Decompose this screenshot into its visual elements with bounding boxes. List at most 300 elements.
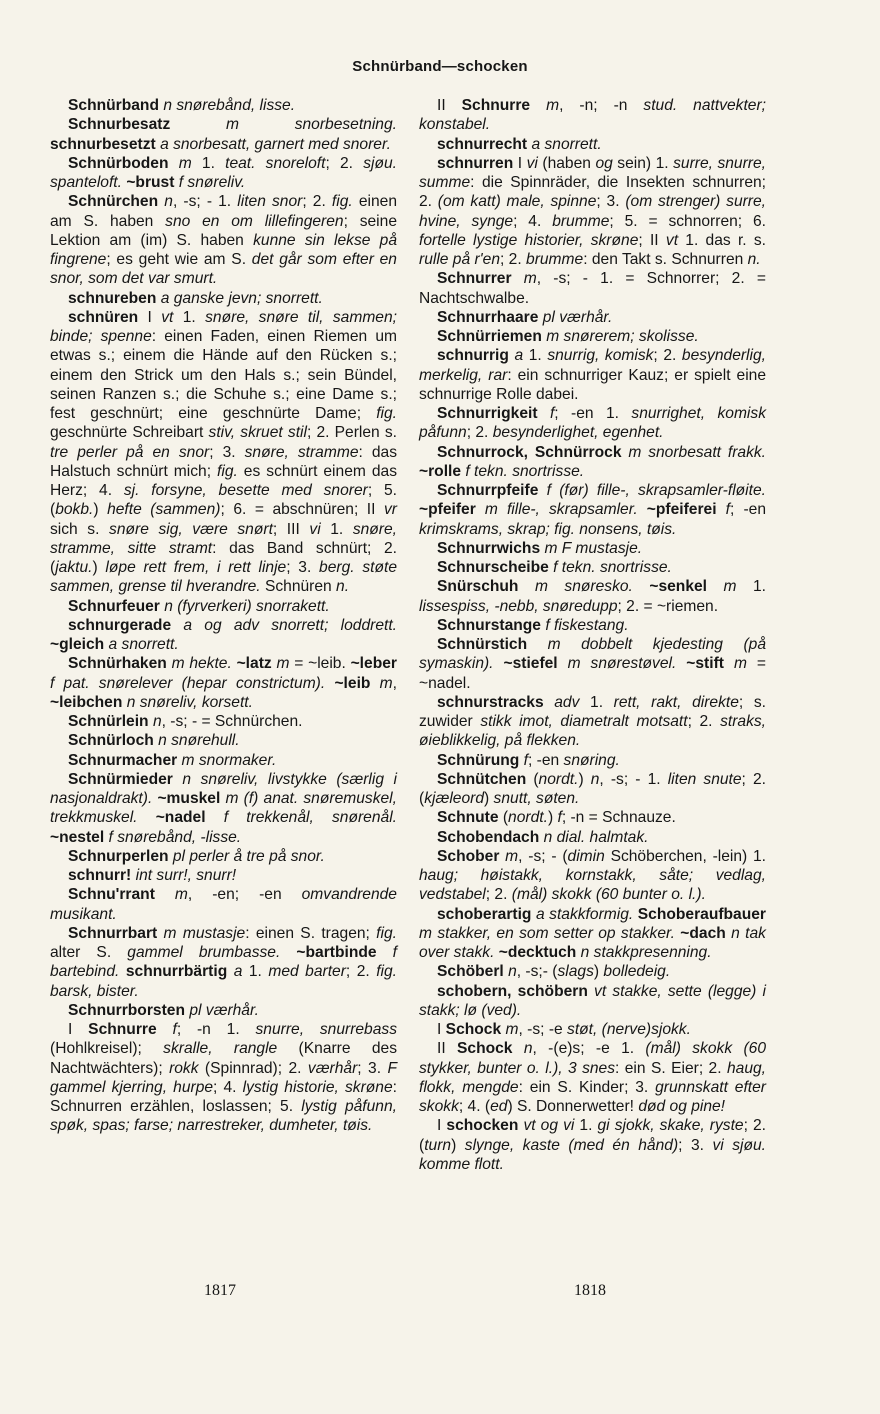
definition-text: n. bbox=[747, 251, 761, 268]
definition-text: m snørerem; skolisse. bbox=[546, 328, 699, 345]
dictionary-entry bbox=[50, 751, 397, 770]
entry-text: (Spinnrad); 2. bbox=[198, 1059, 308, 1077]
headword: Schobendach bbox=[437, 828, 540, 846]
dictionary-entry bbox=[419, 847, 766, 905]
headword: ~pfeifer bbox=[419, 501, 476, 519]
definition-text: jaktu. bbox=[55, 559, 93, 576]
entry-text: ; s. zuwider bbox=[419, 693, 766, 730]
entry-text bbox=[155, 886, 175, 903]
headword: Schnu'rrant bbox=[68, 886, 155, 904]
dictionary-entry bbox=[50, 308, 397, 597]
entry-text: : ein schnurriger Kauz; er spielt eine schnurrige Rolle dabei. bbox=[419, 366, 766, 403]
definition-text: fig. barsk, bister. bbox=[50, 963, 397, 1000]
entry-text: 1. bbox=[191, 154, 226, 172]
definition-text: stikk imot, diametralt motsatt bbox=[480, 713, 688, 730]
dictionary-entry bbox=[419, 577, 766, 616]
entry-text: Schöberchen, -lein) 1. bbox=[604, 847, 766, 865]
entry-text: ; -en bbox=[527, 751, 564, 769]
definition-text: fig. bbox=[331, 193, 353, 211]
definition-text: værhår bbox=[307, 1059, 358, 1077]
headword: schnurrecht bbox=[437, 135, 528, 153]
definition-text: pl værhår. bbox=[542, 308, 613, 326]
entry-text: ) bbox=[484, 790, 494, 807]
entry-text: 1. bbox=[579, 693, 614, 711]
entry-text: ; 2. bbox=[325, 154, 364, 172]
definition-text: straks, øieblikkelig, på flekken. bbox=[419, 713, 766, 750]
definition-text: m snøresko. bbox=[534, 578, 633, 596]
headword: Schnurrbart bbox=[68, 924, 158, 942]
entry-text: (Knarre des Nachtwächters); bbox=[50, 1040, 397, 1077]
entry-text: , -s; - 1. = Schnorrer; 2. = Nachtschwalbe. bbox=[419, 270, 766, 307]
dictionary-entry bbox=[419, 154, 766, 270]
entry-text: II bbox=[437, 97, 462, 114]
headword: Schnurre bbox=[461, 97, 531, 114]
definition-text: haug; høistakk, kornstakk, såte; vedlag, vedstabel bbox=[419, 867, 766, 904]
entry-text: ; es geht wie am S. bbox=[106, 251, 252, 268]
definition-text: løpe rett frem, i rett linje bbox=[105, 559, 287, 576]
definition-text: lystig historie, skrøne bbox=[242, 1078, 393, 1096]
entry-text: ; II bbox=[638, 231, 666, 249]
headword: ~nestel bbox=[50, 828, 105, 846]
entry-text: ; 3. bbox=[286, 559, 320, 576]
entry-text bbox=[512, 1040, 523, 1057]
definition-text: n bbox=[164, 193, 173, 211]
dictionary-entry bbox=[50, 770, 397, 847]
definition-text: vt og vi bbox=[523, 1117, 575, 1135]
entry-text: alter S. bbox=[50, 944, 128, 961]
definition-text: m bbox=[546, 97, 560, 114]
definition-text: a snorbesatt, garnert med snorer. bbox=[160, 135, 391, 153]
entry-text: ; 2. bbox=[485, 886, 512, 904]
definition-text: vt bbox=[665, 231, 679, 249]
definition-text: stud. nattvekter; konstabel. bbox=[419, 97, 766, 134]
dictionary-entry bbox=[419, 308, 766, 327]
definition-text: sjøu. spanteloft. bbox=[50, 154, 397, 191]
entry-text: ; 4. bbox=[213, 1078, 243, 1096]
definition-text: snøre sig, være snørt bbox=[109, 520, 273, 538]
definition-text: død og pine! bbox=[638, 1098, 726, 1115]
definition-text: liten snor bbox=[237, 193, 303, 211]
headword: schnurr! bbox=[68, 867, 132, 884]
entry-text bbox=[638, 501, 647, 518]
definition-text: stiv, skruet stil bbox=[208, 424, 307, 442]
entry-text bbox=[157, 1021, 173, 1038]
entry-text bbox=[494, 655, 504, 672]
entry-text bbox=[676, 655, 686, 672]
definition-text: sno en om lillefingeren bbox=[165, 212, 344, 230]
entry-text: 1. bbox=[574, 1117, 598, 1135]
definition-text: lissespiss, -nebb, snøredupp bbox=[419, 597, 618, 615]
definition-text: f pat. snørelever (hepar constrictum). bbox=[50, 674, 326, 692]
definition-text: m dobbelt kjedesting (på symaskin). bbox=[419, 636, 766, 673]
definition-text: og bbox=[595, 154, 613, 172]
definition-text: dimin bbox=[567, 847, 605, 865]
definition-text: f bartebind. bbox=[50, 944, 398, 981]
entry-text: , -s; - 1. bbox=[599, 770, 668, 788]
entry-text: , -s; - 1. bbox=[172, 193, 238, 211]
definition-text: n dial. halmtak. bbox=[543, 828, 649, 846]
entry-text: ) bbox=[93, 501, 108, 519]
entry-text: , -en; -en bbox=[187, 886, 302, 904]
headword: Schnürlein bbox=[68, 713, 149, 730]
entry-text: ; -en bbox=[730, 501, 766, 519]
dictionary-entry bbox=[419, 905, 766, 963]
definition-text: det går som efter en snor, som det var smurt. bbox=[50, 251, 397, 288]
definition-text: gammel brumbasse. bbox=[127, 944, 281, 961]
definition-text: m (f) anat. snøremuskel, trekkmuskel. bbox=[50, 790, 397, 827]
definition-text: m snorbesatt frakk. bbox=[628, 443, 766, 461]
entry-text bbox=[717, 501, 726, 518]
dictionary-entry bbox=[419, 404, 766, 443]
entry-text: ; 6. = abschnüren; II bbox=[220, 501, 384, 519]
entry-text: 1. bbox=[173, 308, 206, 326]
definition-text: nordt. bbox=[538, 770, 579, 788]
definition-text: f bbox=[557, 809, 562, 827]
entry-text: ; 2. bbox=[500, 251, 527, 268]
definition-text: n bbox=[590, 770, 600, 788]
dictionary-entry bbox=[50, 712, 397, 731]
definition-text: fig. bbox=[376, 924, 397, 942]
dictionary-entry bbox=[419, 135, 766, 154]
dictionary-entry bbox=[50, 866, 397, 885]
headword: ~nadel bbox=[155, 809, 206, 827]
entry-text bbox=[377, 944, 393, 961]
definition-text: snøring. bbox=[563, 751, 620, 769]
entry-text: 1. bbox=[242, 963, 269, 981]
definition-text: a bbox=[514, 347, 524, 365]
definition-text: adv bbox=[554, 693, 580, 711]
definition-text: F gammel kjerring, hurpe bbox=[50, 1059, 397, 1096]
dictionary-entry bbox=[419, 539, 766, 558]
entry-text: einen am S. haben bbox=[50, 193, 397, 230]
entry-text: ) bbox=[578, 770, 591, 788]
headword: Schnute bbox=[437, 809, 499, 827]
definition-text: slags bbox=[557, 963, 594, 981]
definition-text: m bbox=[523, 270, 537, 288]
entry-text: ; -n 1. bbox=[176, 1021, 256, 1038]
definition-text: fortelle lystige historier, skrøne bbox=[419, 231, 639, 249]
headword: Schnurrhaare bbox=[437, 308, 539, 326]
entry-text: : einen S. tragen; bbox=[245, 924, 377, 942]
definition-text: lystig påfunn, spøk, spas; farse; narrestreker, dumheter, tøis. bbox=[50, 1098, 397, 1135]
headword: ~latz bbox=[236, 655, 272, 673]
right-column bbox=[419, 96, 766, 1174]
dictionary-entry bbox=[419, 327, 766, 346]
entry-text: , -s; - = Schnürchen. bbox=[161, 713, 303, 730]
definition-text: f trekkenål, snørenål. bbox=[223, 809, 397, 827]
entry-text: ; 2. ( bbox=[419, 1117, 767, 1154]
definition-text: kjæleord bbox=[424, 790, 485, 807]
headword: Schnürboden bbox=[68, 154, 169, 172]
entry-text bbox=[169, 155, 179, 172]
dictionary-entry bbox=[419, 635, 766, 693]
headword: Snürschuh bbox=[437, 578, 519, 596]
definition-text: m stakker, en som setter op stakker. bbox=[419, 924, 675, 942]
headword: Schnurfeuer bbox=[68, 597, 160, 615]
definition-text: a stakkformig. bbox=[535, 905, 634, 923]
definition-text: krimskrams, skrap; fig. nonsens, tøis. bbox=[419, 520, 677, 538]
headword: ~decktuch bbox=[498, 944, 577, 961]
dictionary-entry bbox=[419, 346, 766, 404]
headword: schnurrig bbox=[437, 347, 509, 365]
definition-text: m hekte. bbox=[171, 655, 232, 673]
dictionary-entry bbox=[419, 828, 766, 847]
definition-text: nordt. bbox=[508, 809, 548, 827]
dictionary-entry bbox=[419, 1116, 766, 1174]
entry-text: (Hohlkreisel); bbox=[50, 1040, 164, 1058]
entry-text bbox=[170, 116, 226, 133]
definition-text: n bbox=[523, 1040, 533, 1058]
headword: Schnurrer bbox=[437, 270, 512, 288]
entry-text bbox=[512, 270, 524, 287]
definition-text: (om strenger) surre, hvine, synge bbox=[419, 193, 767, 230]
definition-text: grunnskatt efter skokk bbox=[419, 1078, 766, 1115]
headword: schnurren bbox=[437, 154, 514, 172]
entry-text: II bbox=[437, 1040, 457, 1058]
entry-text: ) bbox=[547, 809, 558, 827]
definition-text: n tak over stakk. bbox=[419, 924, 766, 961]
entry-text: , -s; -e bbox=[518, 1021, 568, 1038]
dictionary-entry bbox=[50, 597, 397, 616]
definition-text: f bbox=[725, 501, 731, 519]
definition-text: (mål) skokk (60 stykker, bunter o. l.), 3 snes bbox=[419, 1040, 766, 1077]
definition-text: n. bbox=[336, 578, 350, 596]
dictionary-entry bbox=[50, 616, 397, 655]
headword: ~gleich bbox=[50, 636, 105, 653]
entry-text: I bbox=[437, 1117, 447, 1135]
definition-text: n stakkpresenning. bbox=[580, 944, 712, 961]
entry-text: ; 2. bbox=[345, 963, 377, 981]
entry-text bbox=[707, 578, 723, 595]
entry-text: ) bbox=[92, 559, 106, 576]
headword: ~brust bbox=[126, 174, 175, 191]
entry-text bbox=[530, 97, 546, 114]
entry-text: I bbox=[437, 1021, 446, 1038]
entry-text: , -n; -n bbox=[559, 97, 644, 114]
headword: Schnürhaken bbox=[68, 655, 167, 673]
definition-text: n snørehull. bbox=[158, 732, 240, 750]
headword: Schnürband bbox=[68, 97, 159, 114]
entry-text: ( bbox=[498, 809, 509, 827]
definition-text: m bbox=[505, 1021, 519, 1038]
dictionary-entry bbox=[419, 1039, 766, 1116]
definition-text: a ganske jevn; snorrett. bbox=[160, 289, 323, 307]
definition-text: pl værhår. bbox=[189, 1001, 259, 1019]
entry-text: (haben bbox=[537, 154, 596, 172]
headword: Schober bbox=[437, 847, 500, 865]
headword: Schnütchen bbox=[437, 770, 527, 788]
definition-text: f tekn. snortrisse. bbox=[553, 559, 672, 576]
definition-text: snurrighet, komisk påfunn bbox=[419, 405, 766, 442]
headword: ~muskel bbox=[157, 790, 221, 807]
dictionary-entry bbox=[50, 96, 397, 115]
dictionary-entry bbox=[419, 269, 766, 308]
entry-text: I bbox=[513, 154, 527, 172]
definition-text: kunne sin lekse på fingrene bbox=[50, 231, 398, 268]
dictionary-entry bbox=[419, 808, 766, 827]
entry-text bbox=[538, 482, 546, 499]
headword: Schnürstich bbox=[437, 636, 528, 653]
definition-text: gi sjokk, skake, ryste bbox=[597, 1117, 744, 1135]
definition-text: a snorrett. bbox=[108, 636, 179, 653]
definition-text: int surr!, snurr! bbox=[135, 867, 237, 884]
definition-text: n snørebånd, lisse. bbox=[163, 97, 296, 114]
entry-text: I bbox=[68, 1021, 89, 1038]
headword: ~leibchen bbox=[50, 693, 123, 711]
dictionary-entry bbox=[50, 1001, 397, 1020]
entry-text: ; III bbox=[272, 520, 310, 538]
entry-text: ; 2. bbox=[653, 347, 682, 365]
dictionary-entry bbox=[419, 481, 766, 539]
entry-text: ; 3. bbox=[209, 443, 245, 461]
definition-text: n bbox=[152, 713, 162, 730]
entry-text: ; 2. bbox=[466, 424, 493, 442]
headword: Schock bbox=[445, 1021, 502, 1038]
entry-text: ; 2. = ~riemen. bbox=[617, 597, 719, 615]
definition-text: f bbox=[523, 751, 528, 769]
entry-text: 1. bbox=[736, 578, 766, 596]
definition-text: hefte (sammen) bbox=[107, 501, 221, 519]
definition-text: besynderlighet, egenhet. bbox=[492, 424, 664, 442]
entry-text: ; 2. Perlen s. bbox=[306, 424, 397, 442]
definition-text: (mål) skokk (60 bunter o. l.). bbox=[511, 886, 706, 904]
dictionary-entry bbox=[50, 154, 397, 193]
definition-text: n snøreliv, korsett. bbox=[126, 693, 253, 711]
entry-text bbox=[544, 694, 555, 711]
headword: ~stiefel bbox=[503, 655, 558, 673]
entry-text: , -s; - ( bbox=[518, 847, 568, 865]
definition-text: m bbox=[276, 655, 290, 673]
headword: Schnürchen bbox=[68, 193, 159, 211]
dictionary-entry bbox=[50, 1020, 397, 1136]
entry-text: geschnürte Schreibart bbox=[50, 424, 209, 442]
entry-text bbox=[173, 771, 183, 788]
headword: ~leber bbox=[350, 655, 397, 673]
headword: ~senkel bbox=[649, 578, 708, 596]
dictionary-entry bbox=[50, 654, 397, 712]
entry-text bbox=[370, 675, 379, 692]
definition-text: m bbox=[505, 847, 519, 865]
entry-text: ; seine Lektion am (im) S. haben bbox=[50, 212, 397, 249]
entry-text bbox=[558, 655, 568, 672]
entry-text: ; 5. ( bbox=[50, 482, 397, 519]
entry-text: ; 3. bbox=[678, 1136, 713, 1154]
definition-text: med barter bbox=[268, 963, 346, 981]
headword: schnurgerade bbox=[68, 616, 172, 634]
headword: Schnurre bbox=[88, 1021, 157, 1038]
headword: Schnurrwichs bbox=[437, 539, 541, 557]
dictionary-entry bbox=[50, 847, 397, 866]
entry-text: ) S. Donnerwetter! bbox=[507, 1098, 639, 1115]
entry-text: es schnürt einem das Herz; 4. bbox=[50, 462, 397, 499]
headword: Schock bbox=[457, 1040, 513, 1058]
definition-text: m bbox=[178, 154, 192, 172]
entry-text bbox=[206, 809, 224, 826]
headword: Schnürriemen bbox=[437, 328, 542, 345]
definition-text: f bbox=[549, 405, 555, 422]
headword: schnurstracks bbox=[437, 693, 544, 711]
headword: Schnurmacher bbox=[68, 751, 178, 769]
definition-text: m snormaker. bbox=[181, 751, 277, 769]
headword: ~dach bbox=[680, 924, 726, 942]
entry-text bbox=[724, 655, 734, 672]
headword: ~leib bbox=[334, 674, 371, 692]
dictionary-entry bbox=[50, 924, 397, 1001]
entry-text bbox=[476, 501, 485, 518]
definition-text: vi bbox=[309, 520, 321, 538]
entry-text: sich s. bbox=[50, 520, 110, 538]
definition-text: m mustasje bbox=[163, 924, 246, 942]
definition-text: a og adv snorrett; loddrett. bbox=[183, 616, 397, 634]
definition-text: rokk bbox=[169, 1059, 199, 1077]
definition-text: m bbox=[723, 578, 737, 596]
definition-text: brumme bbox=[552, 212, 610, 230]
headword: schobern, schöbern bbox=[437, 982, 588, 1000]
definition-text: f bbox=[172, 1021, 177, 1038]
definition-text: n (fyrverkeri) snorrakett. bbox=[164, 597, 330, 615]
headword: Schnürloch bbox=[68, 732, 154, 750]
entry-text: : den Takt s. Schnurren bbox=[583, 251, 748, 268]
headword: Schnürmieder bbox=[68, 770, 173, 788]
definition-text: n snøreliv, livstykke (særlig i nasjonaldrakt). bbox=[50, 770, 398, 807]
entry-text: : Schnurren erzählen, loslassen; 5. bbox=[50, 1078, 397, 1115]
definition-text: m bbox=[733, 655, 747, 673]
entry-text: , -(e)s; -e 1. bbox=[532, 1040, 646, 1058]
definition-text: vr bbox=[384, 501, 397, 519]
definition-text: a bbox=[233, 963, 243, 981]
headword: schoberartig bbox=[437, 905, 532, 923]
dictionary-entry bbox=[50, 885, 397, 924]
definition-text: f snørebånd, -lisse. bbox=[108, 828, 242, 846]
entry-text: : ein S. Eier; 2. bbox=[615, 1059, 727, 1077]
entry-text bbox=[138, 809, 156, 826]
dictionary-entry bbox=[419, 751, 766, 770]
left-column bbox=[50, 96, 397, 1136]
entry-text: , bbox=[392, 674, 398, 692]
entry-text: = ~nadel. bbox=[419, 655, 766, 692]
definition-text: f snøreliv. bbox=[178, 174, 246, 191]
definition-text: snøre, stramme, sitte stramt bbox=[50, 520, 398, 557]
headword: schnurbesetzt bbox=[50, 135, 156, 153]
definition-text: n bbox=[508, 963, 517, 981]
dictionary-entry bbox=[50, 731, 397, 750]
headword: schnüren bbox=[68, 308, 139, 326]
entry-text: ; 2. bbox=[687, 713, 721, 730]
definition-text: sj. forsyne, besette med snorer bbox=[123, 482, 368, 499]
definition-text: vi bbox=[526, 154, 538, 172]
headword: ~rolle bbox=[419, 462, 462, 480]
dictionary-entry bbox=[419, 693, 766, 751]
entry-text: : einen Faden, einen Riemen um etwas s.; einem die Hände auf den Rücken s.; einem den Strick um den Hals s.; sein Bündel, seinen Ranzen s.; die Schuhe s.; eine Dame s.; fest geschnürt; eine geschnürte Dame; bbox=[50, 328, 397, 422]
definition-text: omvandrende musikant. bbox=[50, 886, 397, 923]
headword: Schnurscheibe bbox=[437, 559, 549, 576]
definition-text: vt bbox=[161, 308, 174, 326]
dictionary-entry bbox=[50, 115, 397, 154]
headword: Schnurrigkeit bbox=[437, 405, 538, 422]
definition-text: m snørestøvel. bbox=[567, 655, 677, 673]
definition-text: pl perler å tre på snor. bbox=[172, 847, 325, 865]
entry-text: ; 2. ( bbox=[419, 770, 766, 807]
headword: Schnurbesatz bbox=[68, 116, 171, 134]
dictionary-entry bbox=[419, 616, 766, 635]
entry-text: ( bbox=[526, 770, 539, 788]
definition-text: brumme bbox=[526, 251, 584, 268]
definition-text: rett, rakt, direkte bbox=[613, 693, 739, 711]
headword: ~bartbinde bbox=[296, 944, 377, 961]
definition-text: a snorrett. bbox=[531, 135, 602, 153]
page-number-right: 1818 bbox=[574, 1282, 606, 1299]
definition-text: vi sjøu. komme flott. bbox=[419, 1136, 766, 1173]
